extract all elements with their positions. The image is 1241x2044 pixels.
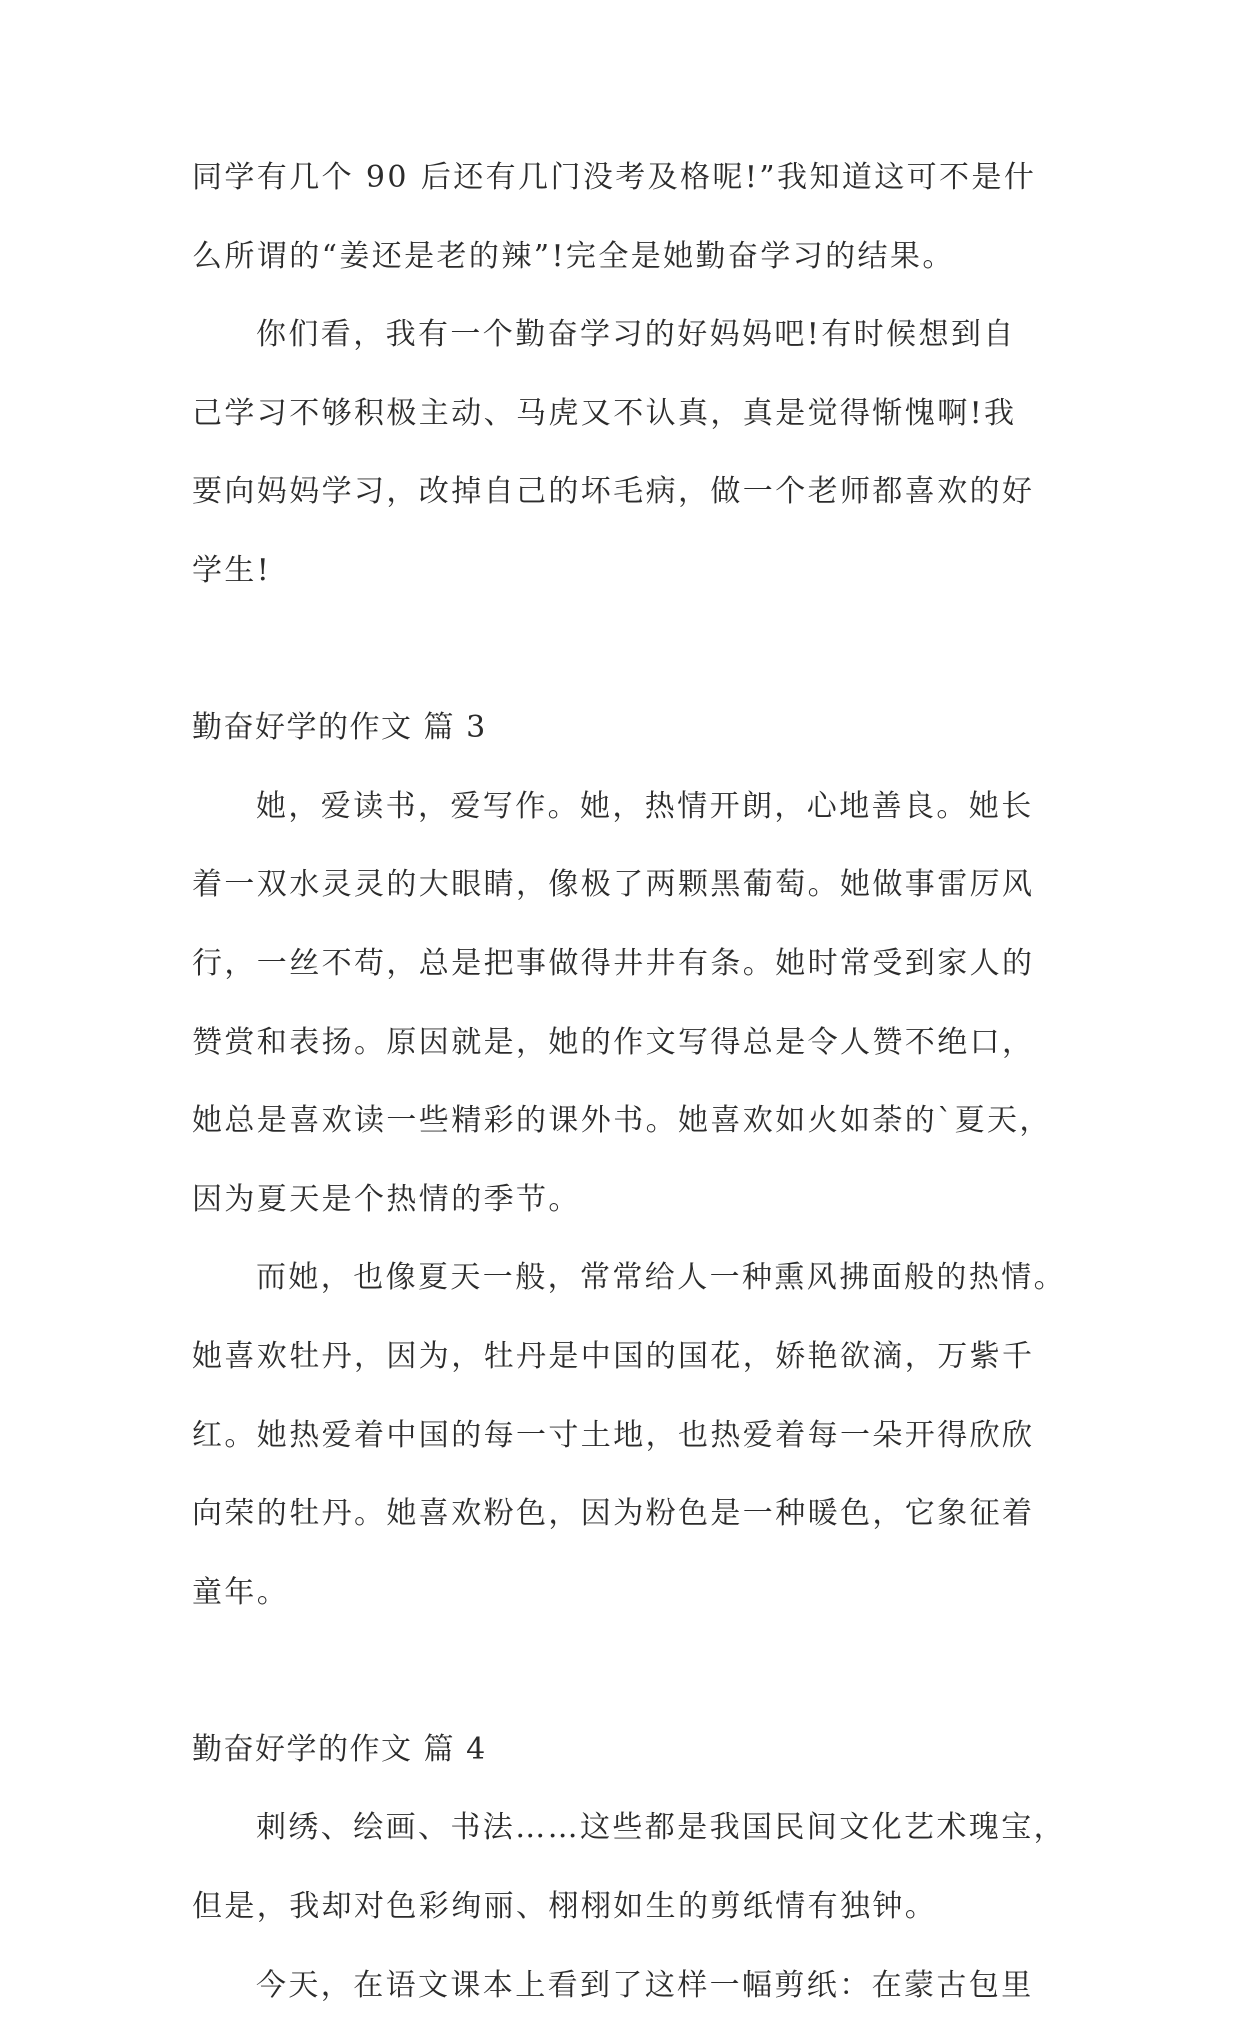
text-line: 童年。: [192, 1574, 290, 1610]
paragraph-start-line: 今天，在语文课本上看到了这样一幅剪纸：在蒙古包里: [256, 1967, 1034, 2003]
text-line: 因为夏天是个热情的季节。: [192, 1181, 581, 1217]
text-line: 红。她热爱着中国的每一寸土地，也热爱着每一朵开得欣欣: [192, 1417, 1035, 1453]
text-line: 赞赏和表扬。原因就是，她的作文写得总是令人赞不绝口，: [192, 1024, 1035, 1060]
text-line: 学生!: [192, 552, 272, 588]
text-line: 向荣的牡丹。她喜欢粉色，因为粉色是一种暖色，它象征着: [192, 1496, 1035, 1532]
paragraph-start-line: 刺绣、绘画、书法……这些都是我国民间文化艺术瑰宝，: [256, 1810, 1066, 1846]
text-line: 但是，我却对色彩绚丽、栩栩如生的剪纸情有独钟。: [192, 1889, 938, 1925]
section-spacer: [192, 1651, 1052, 1691]
text-line: 她喜欢牡丹，因为，牡丹是中国的国花，娇艳欲滴，万紫千: [192, 1338, 1035, 1374]
document-body: [192, 158, 1066, 2044]
paragraph-start-line: 她，爱读书，爱写作。她，热情开朗，心地善良。她长: [256, 788, 1034, 824]
section-spacer: [192, 630, 1052, 670]
text-line: 同学有几个 90 后还有几门没考及格呢!”我知道这可不是什: [192, 160, 1037, 195]
paragraph-start-line: 你们看，我有一个勤奋学习的好妈妈吧!有时候想到自: [256, 317, 1016, 353]
text-line: 要向妈妈学习，改掉自己的坏毛病，做一个老师都喜欢的好: [192, 474, 1035, 510]
text-line: 她总是喜欢读一些精彩的课外书。她喜欢如火如荼的`夏天，: [192, 1103, 1052, 1139]
section-heading-4: 勤奋好学的作文 篇 4: [192, 1731, 487, 1767]
text-line: 着一双水灵灵的大眼睛，像极了两颗黑葡萄。她做事雷厉风: [192, 867, 1035, 903]
text-line: 行，一丝不苟，总是把事做得井井有条。她时常受到家人的: [192, 945, 1035, 981]
text-line: 么所谓的“姜还是老的辣”!完全是她勤奋学习的结果。: [192, 238, 955, 274]
text-line: 己学习不够积极主动、马虎又不认真，真是觉得惭愧啊!我: [192, 395, 1017, 431]
paragraph-start-line: 而她，也像夏天一般，常常给人一种熏风拂面般的热情。: [256, 1260, 1066, 1296]
section-heading-3: 勤奋好学的作文 篇 3: [192, 710, 487, 746]
